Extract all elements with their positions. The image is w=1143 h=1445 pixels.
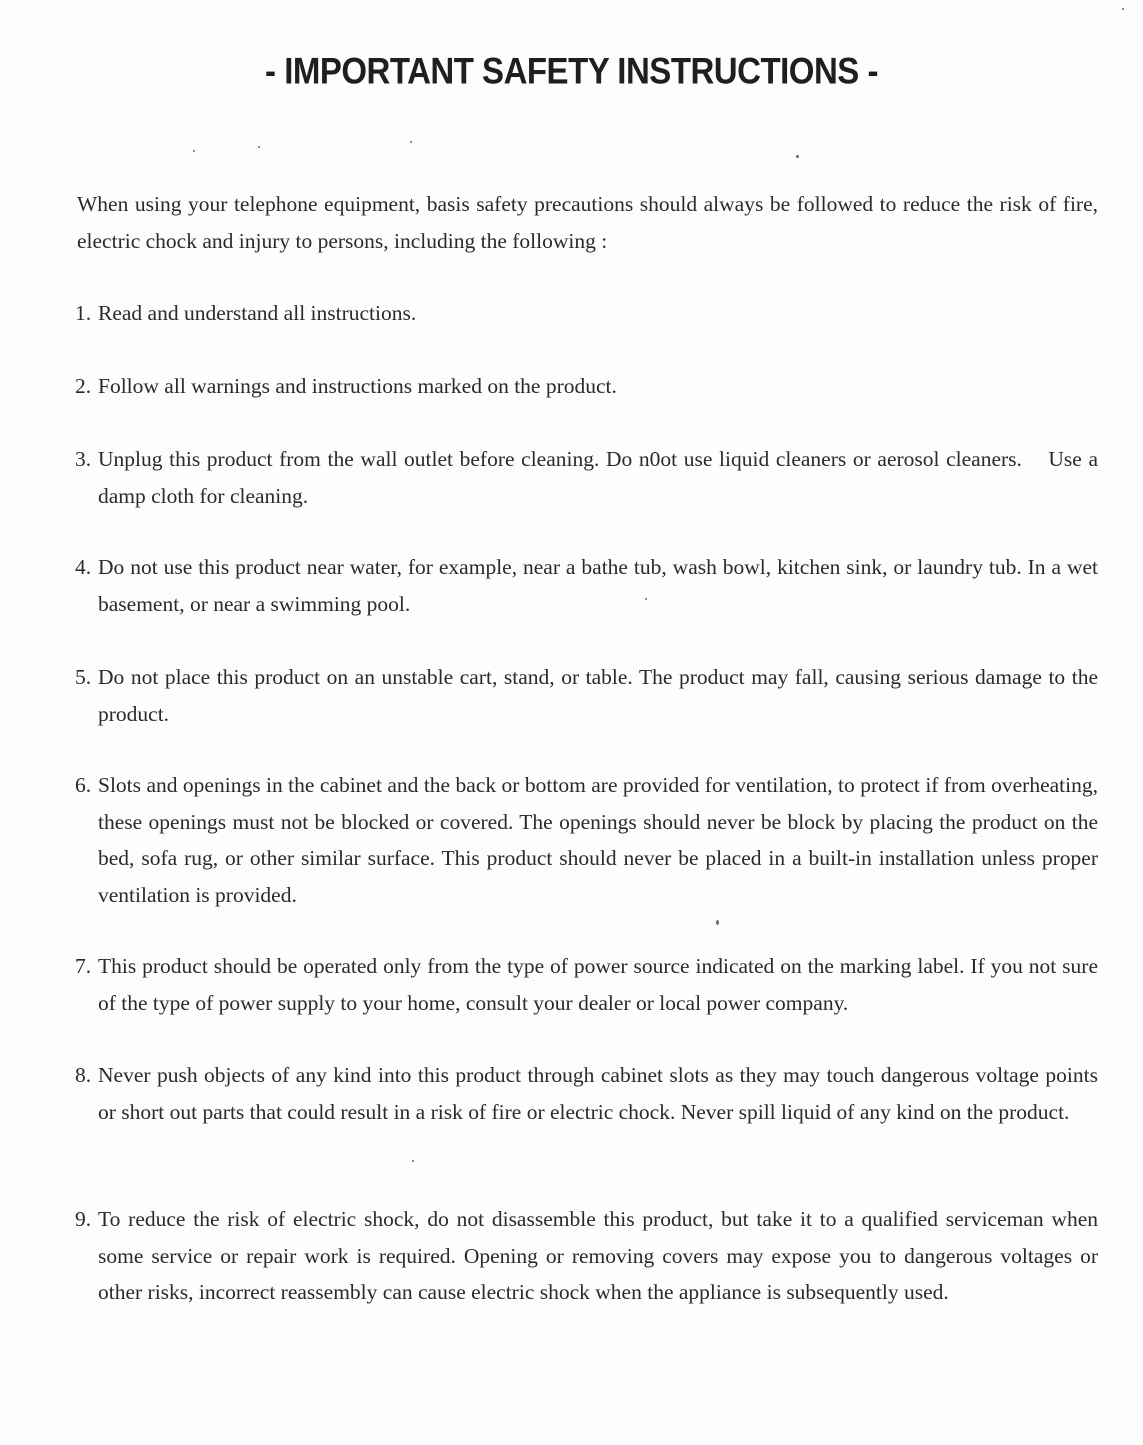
item-number: 3. — [75, 447, 92, 471]
item-text: Do not place this product on an unstable cart, stand, or table. The product may fall, causing serious damage to the product. — [98, 665, 1098, 726]
scan-speck — [796, 155, 799, 158]
item-text: Never push objects of any kind into this product through cabinet slots as they may touch dangerous voltage points or short out parts that could result in a risk of fire or electric chock. Never spill liquid of any kind on the product. — [98, 1063, 1098, 1124]
scan-speck — [412, 1160, 414, 1162]
list-item — [75, 659, 1098, 732]
scan-speck — [1122, 8, 1124, 10]
page-title: - IMPORTANT SAFETY INSTRUCTIONS - — [265, 49, 878, 92]
item-text: Slots and openings in the cabinet and the back or bottom are provided for ventilation, to protect if from overheating, these openings must not be blocked or covered. The openings should never be block by placing the product on the bed, sofa rug, or other similar surface. This product should never be placed in a built-in installation unless proper ventilation is provided. — [98, 773, 1098, 907]
item-number: 9. — [75, 1207, 92, 1231]
item-number: 7. — [75, 954, 92, 978]
item-number: 6. — [75, 773, 92, 797]
list-item — [75, 1201, 1098, 1311]
item-number: 2. — [75, 374, 92, 398]
scan-speck — [716, 920, 719, 925]
item-number: 5. — [75, 665, 92, 689]
list-item — [75, 767, 1098, 913]
item-text: Do not use this product near water, for example, near a bathe tub, wash bowl, kitchen sink, or laundry tub. In a wet basement, or near a swimming pool. — [98, 555, 1098, 616]
item-text: Unplug this product from the wall outlet before cleaning. Do n0ot use liquid cleaners or aerosol cleaners. Use a damp cloth for cleaning. — [98, 447, 1098, 508]
scan-speck — [645, 598, 647, 600]
scan-speck — [410, 141, 412, 143]
item-text: This product should be operated only from the type of power source indicated on the marking label. If you not sure of the type of power supply to your home, consult your dealer or local power company. — [98, 954, 1098, 1015]
item-number: 1. — [75, 301, 92, 325]
item-text: Read and understand all instructions. — [98, 301, 417, 325]
item-text: Follow all warnings and instructions marked on the product. — [98, 374, 617, 398]
list-item — [75, 368, 1098, 405]
item-text: To reduce the risk of electric shock, do not disassemble this product, but take it to a qualified serviceman when some service or repair work is required. Opening or removing covers may expose you to dangerous voltages or other risks, incorrect reassembly can cause electric shock when the appliance is subsequently used. — [98, 1207, 1098, 1304]
list-item — [75, 441, 1098, 514]
list-item — [75, 295, 1098, 332]
item-number: 8. — [75, 1063, 92, 1087]
scan-speck — [193, 150, 195, 152]
list-item — [75, 948, 1098, 1021]
list-item — [75, 1057, 1098, 1130]
list-item — [75, 549, 1098, 622]
scan-speck — [258, 146, 260, 148]
item-number: 4. — [75, 555, 92, 579]
intro-paragraph: When using your telephone equipment, basis safety precautions should always be followed to reduce the risk of fire, electric chock and injury to persons, including the following : — [77, 192, 1098, 253]
